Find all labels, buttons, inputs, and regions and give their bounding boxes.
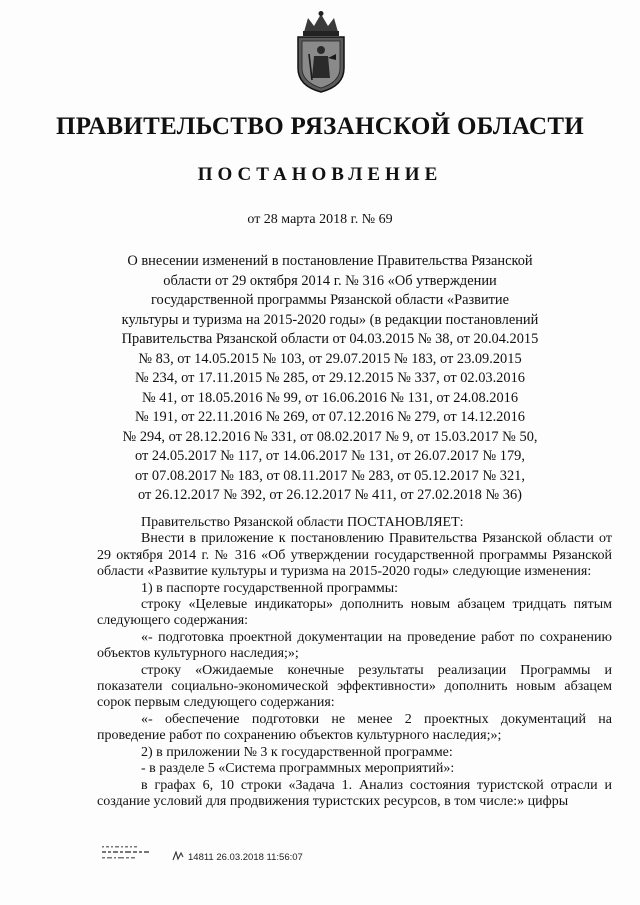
subject-line: № 83, от 14.05.2015 № 103, от 29.07.2015 № 183, от 23.09.2015 [138, 350, 522, 367]
subject-line: № 294, от 28.12.2016 № 331, от 08.02.2017 № 9, от 15.03.2017 № 50, [122, 428, 538, 445]
subject-line: области от 29 октября 2014 г. № 316 «Об утверждении [163, 272, 497, 289]
body-paragraph: строку «Целевые индикаторы» дополнить новым абзацем тридцать пятым следующего содержания: [97, 597, 612, 629]
body-paragraph: - в разделе 5 «Система программных мероприятий»: [141, 761, 455, 777]
registration-number [172, 851, 303, 863]
subject-line: № 234, от 17.11.2015 № 285, от 29.12.2015 № 337, от 02.03.2016 [135, 370, 525, 386]
subject-line: от 07.08.2017 № 183, от 08.11.2017 № 283, от 05.12.2017 № 321, [135, 467, 525, 484]
subject-line: Правительства Рязанской области от 04.03.2015 № 38, от 20.04.2015 [121, 331, 539, 347]
coat-of-arms-icon [290, 10, 352, 94]
body-paragraph: «- обеспечение подготовки не менее 2 проектных документаций на проведение работ по сохранению объектов культурного наследия;»; [97, 711, 612, 744]
barcode-stamp-icon [100, 843, 170, 865]
body-paragraph: 1) в паспорте государственной программы: [141, 580, 399, 596]
body-paragraph: Внести в приложение к постановлению Правительства Рязанской области от 29 октября 2014 г. № 316 «Об утверждении государственной программы Рязанской области «Развитие культуры и туризма на 2015-2020 годы» следующие изменения: [97, 531, 612, 580]
document-type: ПОСТАНОВЛЕНИЕ [197, 164, 443, 185]
body-paragraph: «- подготовка проектной документации на проведение работ по сохранению объектов культурного наследия;»; [97, 629, 612, 662]
subject-line: культуры и туризма на 2015-2020 годы» (в редакции постановлений [121, 311, 539, 328]
registration-text: 14811 26.03.2018 11:56:07 [188, 852, 303, 863]
document-body [97, 515, 612, 810]
document-date-number: от 28 марта 2018 г. № 69 [247, 212, 393, 227]
body-paragraph: в графах 6, 10 строки «Задача 1. Анализ состояния туристской отрасли и создание условий для продвижения туристских ресурсов, в том числе:» цифры [97, 777, 612, 809]
subject-line: от 24.05.2017 № 117, от 14.06.2017 № 131, от 26.07.2017 № 179, [135, 448, 525, 464]
subject-line: № 41, от 18.05.2016 № 99, от 16.06.2016 № 131, от 24.08.2016 [141, 389, 519, 406]
document-subject [120, 252, 540, 506]
body-intro: Правительство Рязанской области ПОСТАНОВЛЯЕТ: [141, 515, 464, 530]
body-paragraph: строку «Ожидаемые конечные результаты реализации Программы и показатели социально-экономической эффективности» дополнить новым абзацем сорок первым следующего содержания: [97, 662, 612, 711]
subject-line: № 191, от 22.11.2016 № 269, от 07.12.2016 № 279, от 14.12.2016 [135, 409, 525, 425]
subject-line: государственной программы Рязанской области «Развитие [150, 292, 510, 308]
handwritten-mark-icon [172, 851, 184, 861]
organization-title: ПРАВИТЕЛЬСТВО РЯЗАНСКОЙ ОБЛАСТИ [55, 113, 585, 140]
subject-line: от 26.12.2017 № 392, от 26.12.2017 № 411, от 27.02.2018 № 36) [138, 487, 522, 503]
subject-line: О внесении изменений в постановление Правительства Рязанской [127, 253, 533, 269]
body-paragraph: 2) в приложении № 3 к государственной программе: [141, 744, 453, 760]
